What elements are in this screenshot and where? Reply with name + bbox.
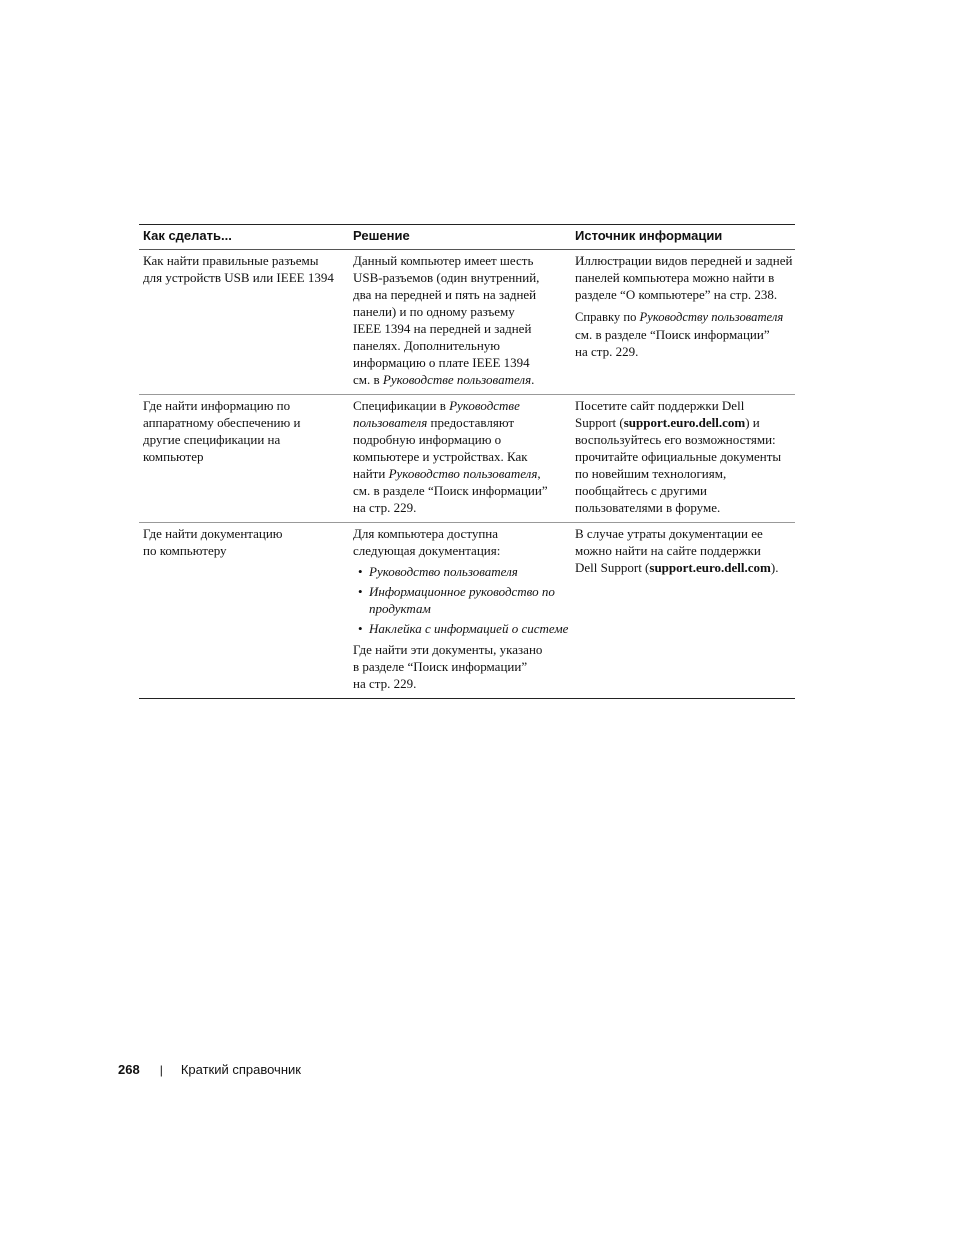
- reference-table: [139, 224, 795, 699]
- table-row: [139, 523, 795, 698]
- user-guide-ref: Руководству пользователя: [639, 310, 784, 324]
- row1-source: Иллюстрации видов передней и задней панелей компьютера можно найти в разделе “О компьютере” на стр. 238. Справку по Руководству пользователя см. в разделе “Поиск информации” на стр. 229.: [575, 253, 793, 359]
- table-row: [139, 395, 795, 523]
- header-source: Источник информации: [575, 228, 723, 243]
- header-how: Как сделать...: [143, 228, 232, 243]
- support-link[interactable]: support.euro.dell.com: [623, 415, 746, 430]
- table-row: [139, 250, 795, 395]
- row1-solution: Данный компьютер имеет шесть USB-разъемов (один внутренний, два на передней и пять на задней панели) и по одному разъему IEEE 1394 на передней и задней панелях. Дополнительную информацию о плате IEEE 1394 см. в Руководстве пользователя.: [353, 253, 540, 387]
- support-link[interactable]: support.euro.dell.com: [649, 560, 771, 575]
- header-solution: Решение: [353, 228, 410, 243]
- row2-solution: Спецификации в Руководстве пользователя предоставляют подробную информацию о компьютере и устройствах. Как найти Руководство пользователя, см. в разделе “Поиск информации” на стр. 229.: [353, 398, 548, 515]
- row3-solution: Для компьютера доступна следующая документация: • Руководство пользователя • Информационное руководство по продуктам • Наклейка с информацией о системе Где найти эти документы, указано в разделе “Поиск информации” на стр. 229.: [349, 523, 571, 698]
- footer-separator: |: [159, 1062, 163, 1077]
- user-guide-ref: Руководстве пользователя: [382, 372, 532, 387]
- document-list: [353, 563, 571, 637]
- section-title: Краткий справочник: [180, 1062, 301, 1077]
- row3-source: В случае утраты документации ее можно найти на сайте поддержки Dell Support (support.euro.dell.com).: [575, 526, 779, 575]
- page-footer: [118, 1062, 301, 1077]
- row1-how: Как найти правильные разъемы для устройств USB или IEEE 1394: [143, 253, 334, 285]
- list-item: • Наклейка с информацией о системе: [353, 620, 571, 637]
- table-header: [139, 225, 795, 250]
- page-number: 268: [118, 1062, 140, 1077]
- list-item: • Руководство пользователя: [353, 563, 571, 580]
- row3-how: Где найти документацию по компьютеру: [143, 526, 283, 558]
- list-item: • Информационное руководство по продуктам: [353, 583, 571, 617]
- row2-how: Где найти информацию по аппаратному обеспечению и другие спецификации на компьютер: [143, 398, 301, 464]
- row2-source: Посетите сайт поддержки Dell Support (support.euro.dell.com) и воспользуйтесь его возможностями: прочитайте официальные документы по новейшим технологиям, пообщайтесь с другими пользователями в форуме.: [575, 398, 782, 515]
